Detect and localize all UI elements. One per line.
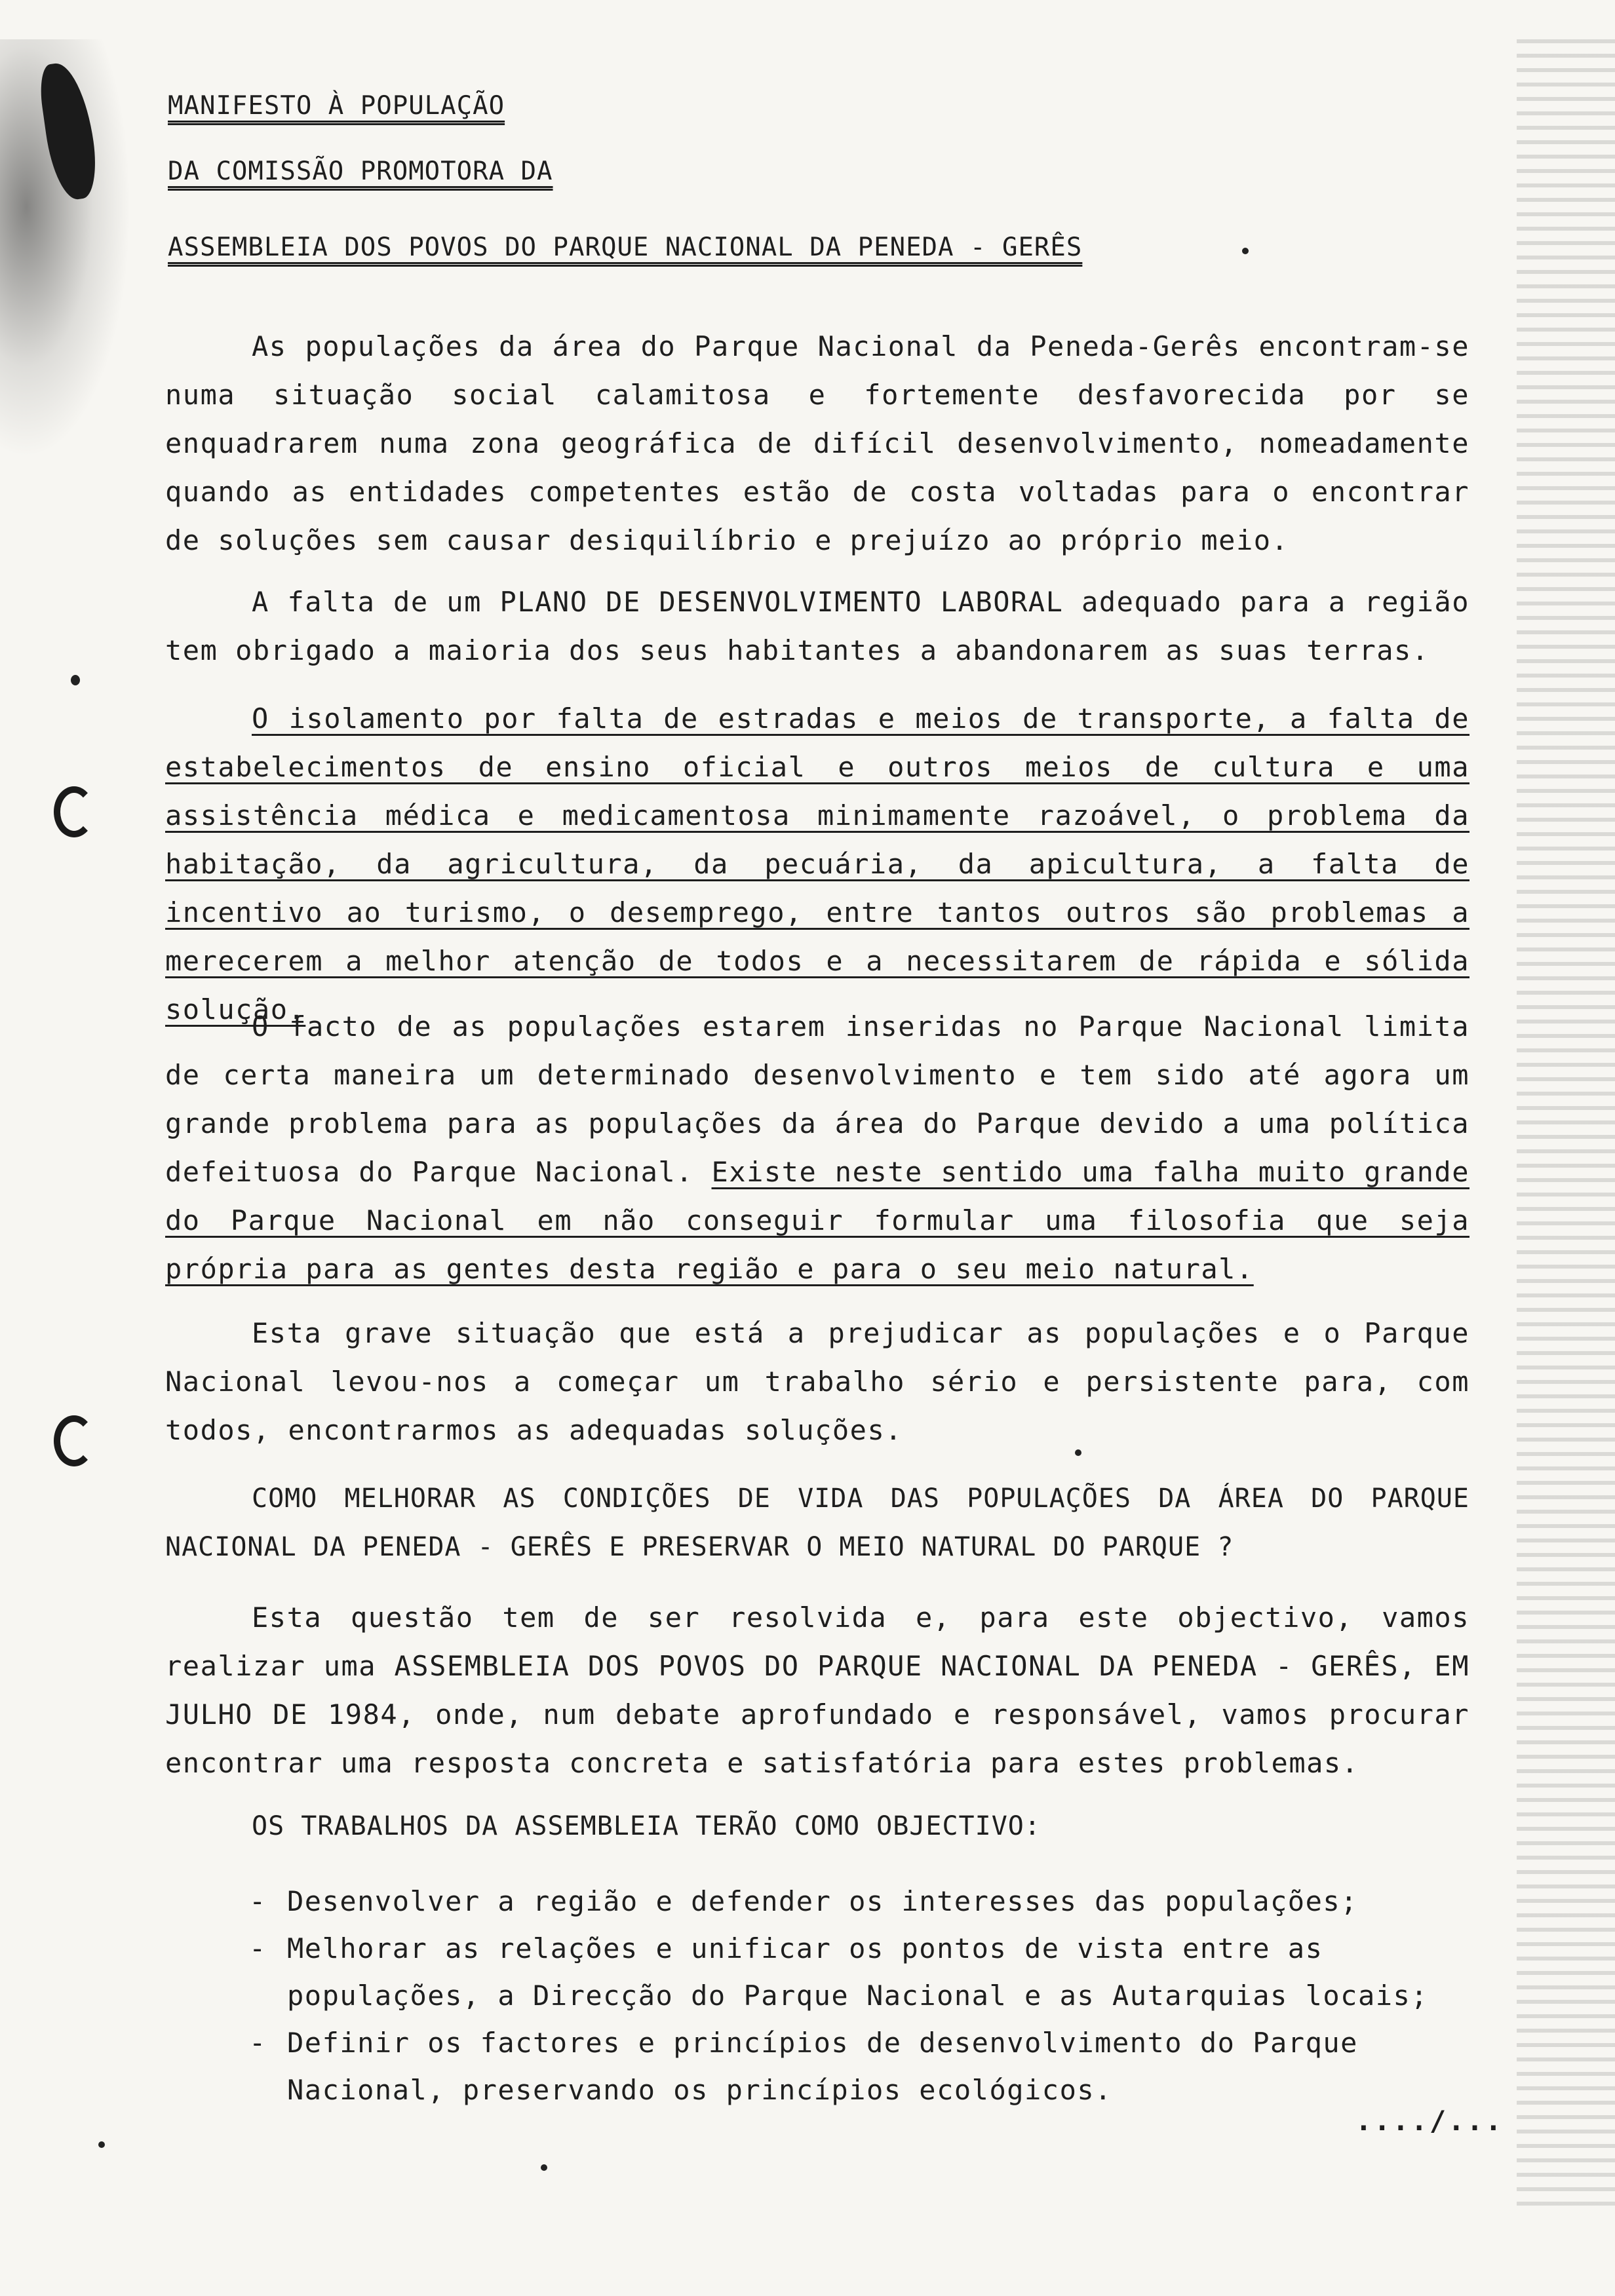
objectives-list	[249, 1878, 1527, 2114]
paragraph-national-park-text: O facto de as populações estarem inseridas no Parque Nacional limita de certa maneira um determinado desenvolvimento e tem sido até agora um grande problema para as populações da área do Parque devido a uma política defeituosa do Parque Nacional.	[165, 1010, 1469, 1188]
paragraph-development-plan: A falta de um PLANO DE DESENVOLVIMENTO LABORAL adequado para a região tem obrigado a maioria dos seus habitantes a abandonarem as suas terras.	[165, 586, 1469, 666]
paragraph-assembly: Esta questão tem de ser resolvida e, para este objectivo, vamos realizar uma ASSEMBLEIA DOS POVOS DO PARQUE NACIONAL DA PENEDA - GERÊS, EM JULHO DE 1984, onde, num debate aprofundado e responsável, vamos procurar encontrar uma resposta concreta e satisfatória para estes problemas.	[165, 1601, 1469, 1779]
paragraph-problems: O isolamento por falta de estradas e meios de transporte, a falta de estabelecimentos de ensino oficial e outros meios de cultura e uma assistência médica e medicamentosa minimamente razoável, o problema da habitação, da agricultura, da pecuária, da apicultura, a falta de incentivo ao turismo, o desemprego, entre tantos outros são problemas a merecerem a melhor atenção de todos e a necessitarem de rápida e sólida solução.	[165, 702, 1469, 1025]
list-item: - Melhorar as relações e unificar os pontos de vista entre as populações, a Direcção do Parque Nacional e as Autarquias locais;	[249, 1925, 1527, 2019]
header-title-line-2: DA COMISSÃO PROMOTORA DA	[168, 157, 553, 186]
list-item: - Desenvolver a região e defender os interesses das populações;	[249, 1878, 1527, 1925]
ink-speck	[98, 2141, 105, 2148]
ink-speck	[71, 675, 80, 685]
punch-hole-icon	[54, 786, 94, 837]
paragraph-serious-situation: Esta grave situação que está a prejudicar as populações e o Parque Nacional levou-nos a começar um trabalho sério e persistente para, com todos, encontrarmos as adequadas soluções.	[165, 1317, 1469, 1446]
continuation-mark: ..../...	[1355, 2105, 1504, 2137]
objectives-heading: OS TRABALHOS DA ASSEMBLEIA TERÃO COMO OBJECTIVO:	[252, 1811, 1041, 1841]
paragraph-national-park-underlined: Existe neste sentido uma falha muito grande do Parque Nacional em não conseguir formular uma filosofia que seja própria para as gentes desta região e para o seu meio natural.	[165, 1156, 1469, 1285]
paragraph-intro: As populações da área do Parque Nacional da Peneda-Gerês encontram-se numa situação social calamitosa e fortemente desfavorecida por se enquadrarem numa zona geográfica de difícil desenvolvimento, nomeadamente quando as entidades competentes estão de costa voltadas para o encontrar de soluções sem causar desiquilíbrio e prejuízo ao próprio meio.	[165, 330, 1469, 556]
paragraph-national-park	[165, 1003, 1469, 1293]
header-title-line-3: ASSEMBLEIA DOS POVOS DO PARQUE NACIONAL DA PENEDA - GERÊS	[168, 233, 1083, 262]
scan-shadow-right	[1517, 39, 1615, 2215]
list-item: - Definir os factores e princípios de desenvolvimento do Parque Nacional, preservando os princípios ecológicos.	[249, 2019, 1527, 2114]
paragraph-question: COMO MELHORAR AS CONDIÇÕES DE VIDA DAS POPULAÇÕES DA ÁREA DO PARQUE NACIONAL DA PENEDA - GERÊS E PRESERVAR O MEIO NATURAL DO PARQUE ?	[165, 1483, 1469, 1562]
ink-speck	[541, 2164, 547, 2171]
header-title-line-1: MANIFESTO À POPULAÇÃO	[168, 91, 505, 121]
ink-speck	[1242, 248, 1249, 254]
punch-hole-icon	[54, 1415, 94, 1466]
